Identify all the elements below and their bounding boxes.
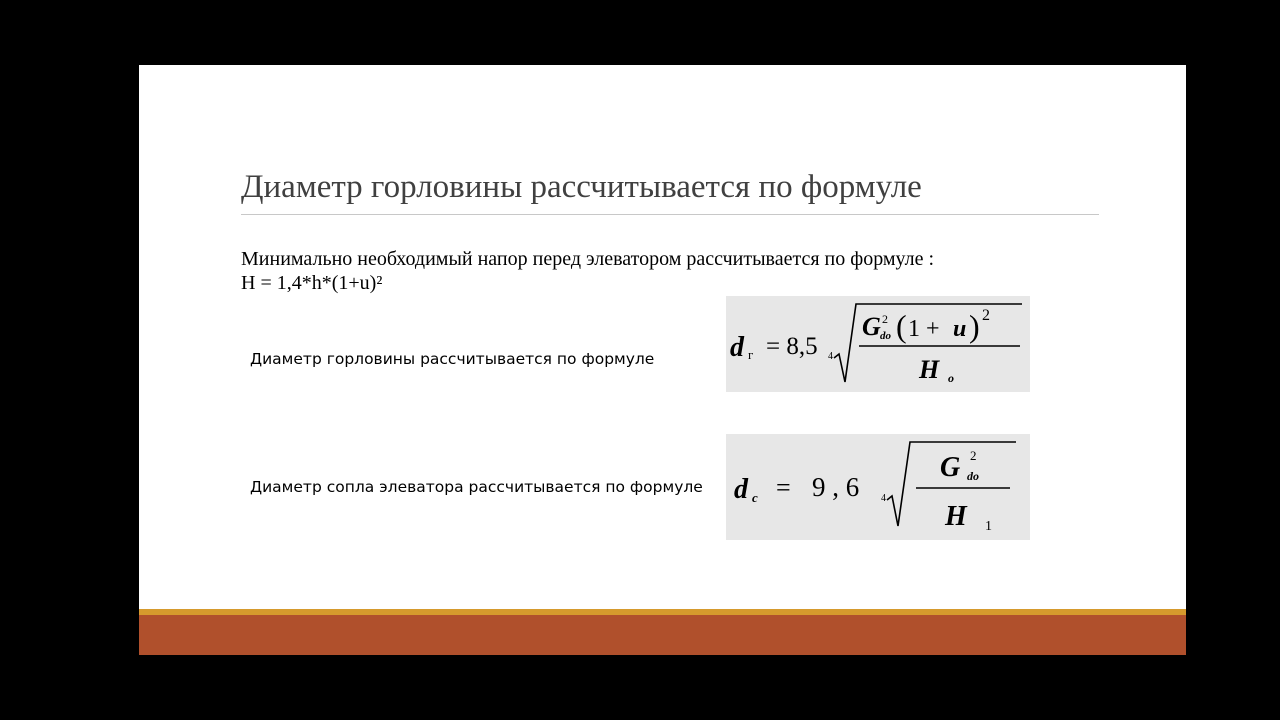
svg-text:2: 2 (882, 312, 888, 326)
svg-text:4: 4 (881, 493, 886, 504)
svg-text:(: ( (896, 308, 907, 344)
svg-text:c: c (752, 490, 758, 505)
nozzle-diameter-formula-image (726, 434, 1030, 540)
nozzle-diameter-label: Диаметр сопла элеватора рассчитывается по формуле (250, 478, 703, 496)
svg-text:1: 1 (985, 519, 992, 534)
intro-formula: H = 1,4*h*(1+u)² (241, 272, 383, 294)
svg-text:d: d (734, 474, 748, 505)
slide (139, 65, 1186, 655)
svg-text:= 8,5: = 8,5 (766, 333, 818, 360)
svg-text:): ) (969, 308, 980, 344)
svg-text:do: do (967, 469, 979, 483)
svg-text:1 +: 1 + (908, 316, 940, 342)
svg-text:o: o (948, 371, 954, 385)
svg-text:G: G (940, 452, 961, 483)
throat-diameter-label: Диаметр горловины рассчитывается по формуле (250, 350, 655, 368)
svg-text:u: u (953, 316, 967, 342)
intro-line: Минимально необходимый напор перед элеватором рассчитывается по формуле : (241, 248, 935, 270)
slide-title: Диаметр горловины рассчитывается по формуле (241, 169, 922, 205)
svg-text:do: do (880, 330, 891, 342)
svg-text:d: d (730, 332, 744, 363)
svg-text:9 , 6: 9 , 6 (812, 472, 860, 502)
svg-text:4: 4 (828, 351, 833, 362)
svg-text:=: = (776, 473, 791, 502)
intro-text (241, 247, 934, 295)
throat-diameter-formula-image (726, 296, 1030, 392)
svg-text:г: г (748, 347, 754, 362)
svg-text:2: 2 (970, 448, 977, 463)
svg-text:H: H (919, 355, 940, 384)
title-divider (241, 214, 1099, 215)
svg-text:H: H (945, 501, 967, 532)
svg-text:G: G (862, 312, 881, 341)
footer-bar (139, 615, 1186, 655)
svg-text:2: 2 (982, 307, 990, 324)
